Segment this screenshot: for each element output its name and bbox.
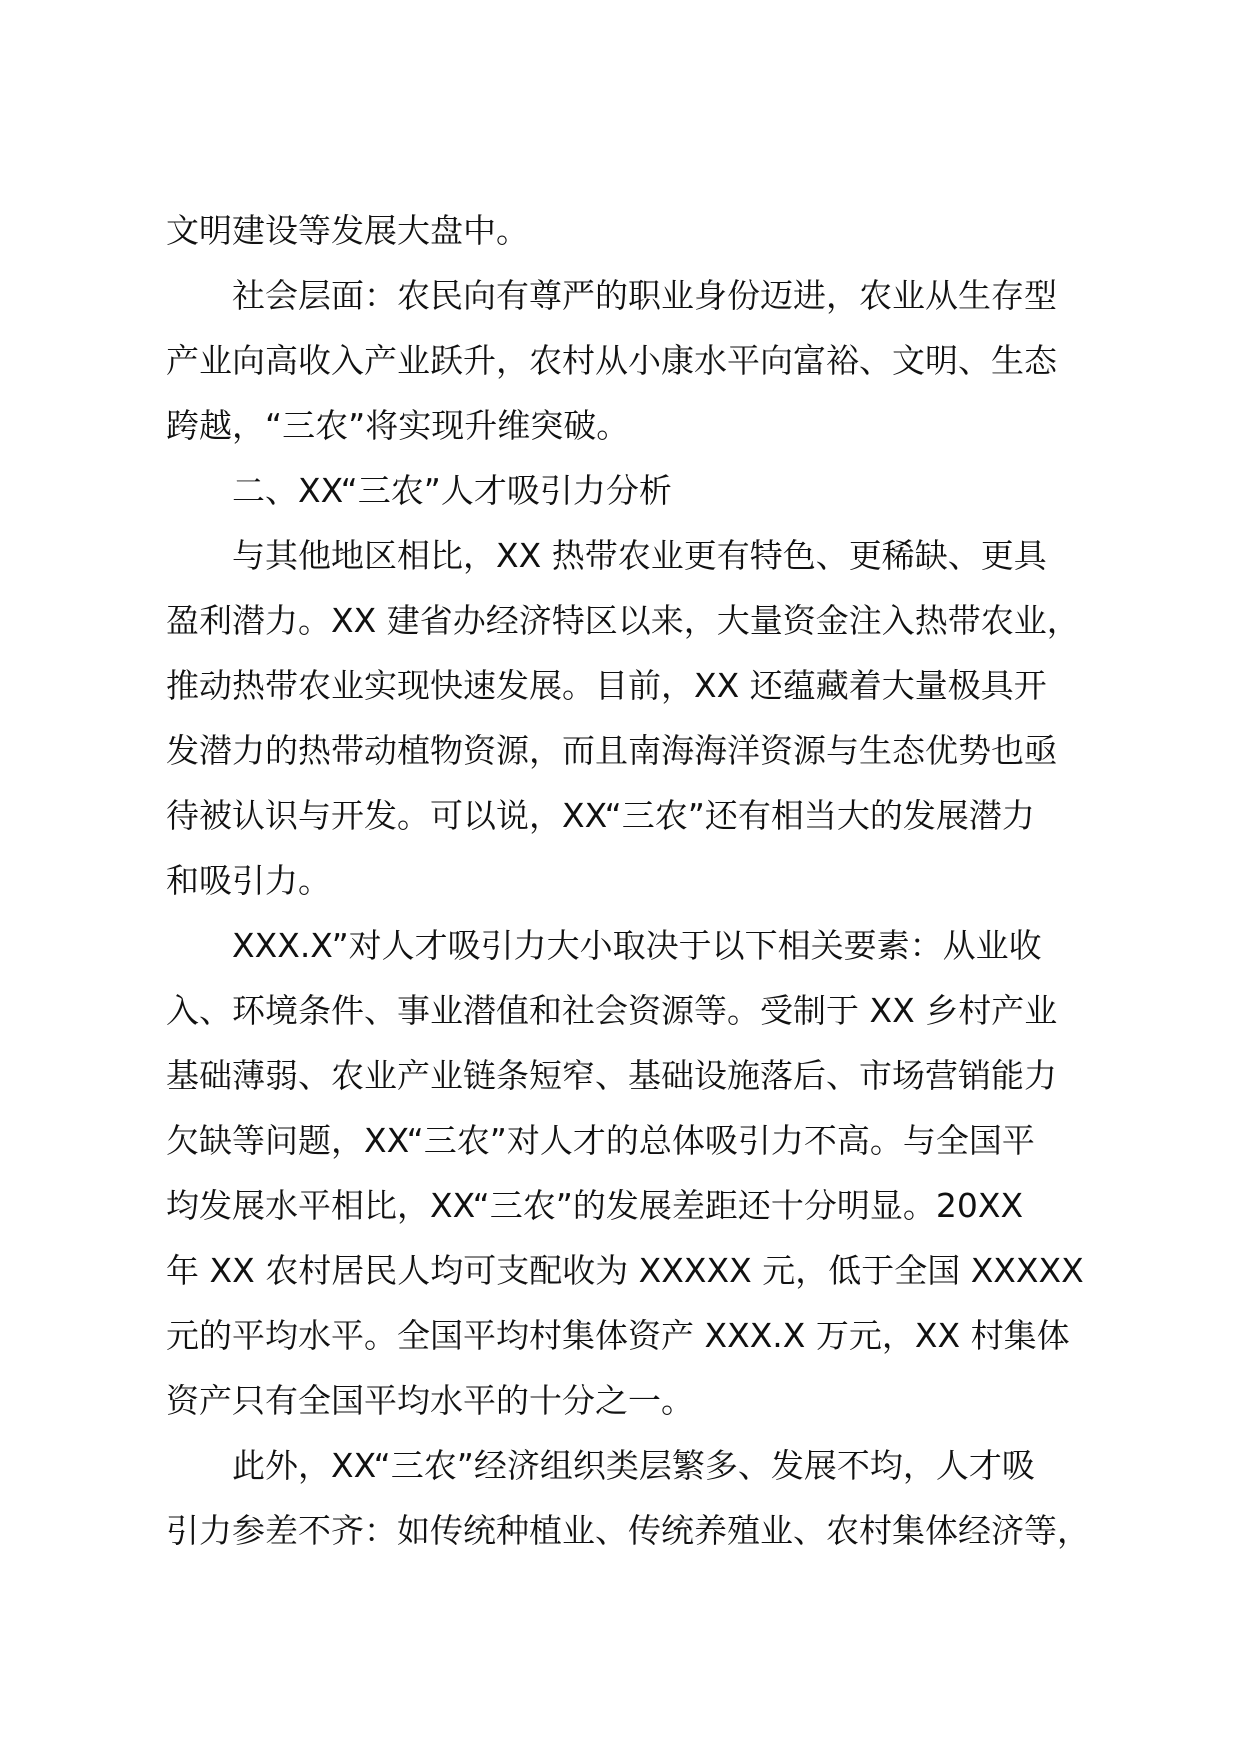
paragraph-line: 待被认识与开发。可以说，XX“三农”还有相当大的发展潜力 <box>166 796 1035 835</box>
paragraph-comparison: 与其他地区相比，XX 热带农业更有特色、更稀缺、更具 <box>232 536 1047 575</box>
paragraph-factors: XXX.X”对人才吸引力大小取决于以下相关要素：从业收 <box>232 926 1042 965</box>
paragraph-line: 跨越，“三农”将实现升维突破。 <box>166 406 630 445</box>
paragraph-social-level: 社会层面：农民向有尊严的职业身份迈进，农业从生存型 <box>232 276 1057 315</box>
document-body <box>166 198 1096 1563</box>
paragraph-line: 发潜力的热带动植物资源，而且南海海洋资源与生态优势也亟 <box>166 731 1057 770</box>
paragraph-additionally: 此外，XX“三农”经济组织类层繁多、发展不均，人才吸 <box>232 1446 1035 1485</box>
paragraph-line: 欠缺等问题，XX“三农”对人才的总体吸引力不高。与全国平 <box>166 1121 1035 1160</box>
paragraph-line: 资产只有全国平均水平的十分之一。 <box>166 1381 694 1420</box>
paragraph-line: 元的平均水平。全国平均村集体资产 XXX.X 万元，XX 村集体 <box>166 1316 1070 1355</box>
paragraph-line: 盈利潜力。XX 建省办经济特区以来，大量资金注入热带农业， <box>166 601 1080 640</box>
paragraph-continuation: 文明建设等发展大盘中。 <box>166 211 529 250</box>
section-heading: 二、XX“三农”人才吸引力分析 <box>232 471 672 510</box>
paragraph-line: 入、环境条件、事业潜值和社会资源等。受制于 XX 乡村产业 <box>166 991 1058 1030</box>
paragraph-line: 年 XX 农村居民人均可支配收为 XXXXX 元，低于全国 XXXXX <box>166 1251 1084 1290</box>
paragraph-line: 均发展水平相比，XX“三农”的发展差距还十分明显。20XX <box>166 1186 1024 1225</box>
paragraph-line: 引力参差不齐：如传统种植业、传统养殖业、农村集体经济等， <box>166 1511 1090 1550</box>
paragraph-line: 和吸引力。 <box>166 861 331 900</box>
paragraph-line: 推动热带农业实现快速发展。目前，XX 还蕴藏着大量极具开 <box>166 666 1047 705</box>
paragraph-line: 产业向高收入产业跃升，农村从小康水平向富裕、文明、生态 <box>166 341 1057 380</box>
paragraph-line: 基础薄弱、农业产业链条短窄、基础设施落后、市场营销能力 <box>166 1056 1057 1095</box>
